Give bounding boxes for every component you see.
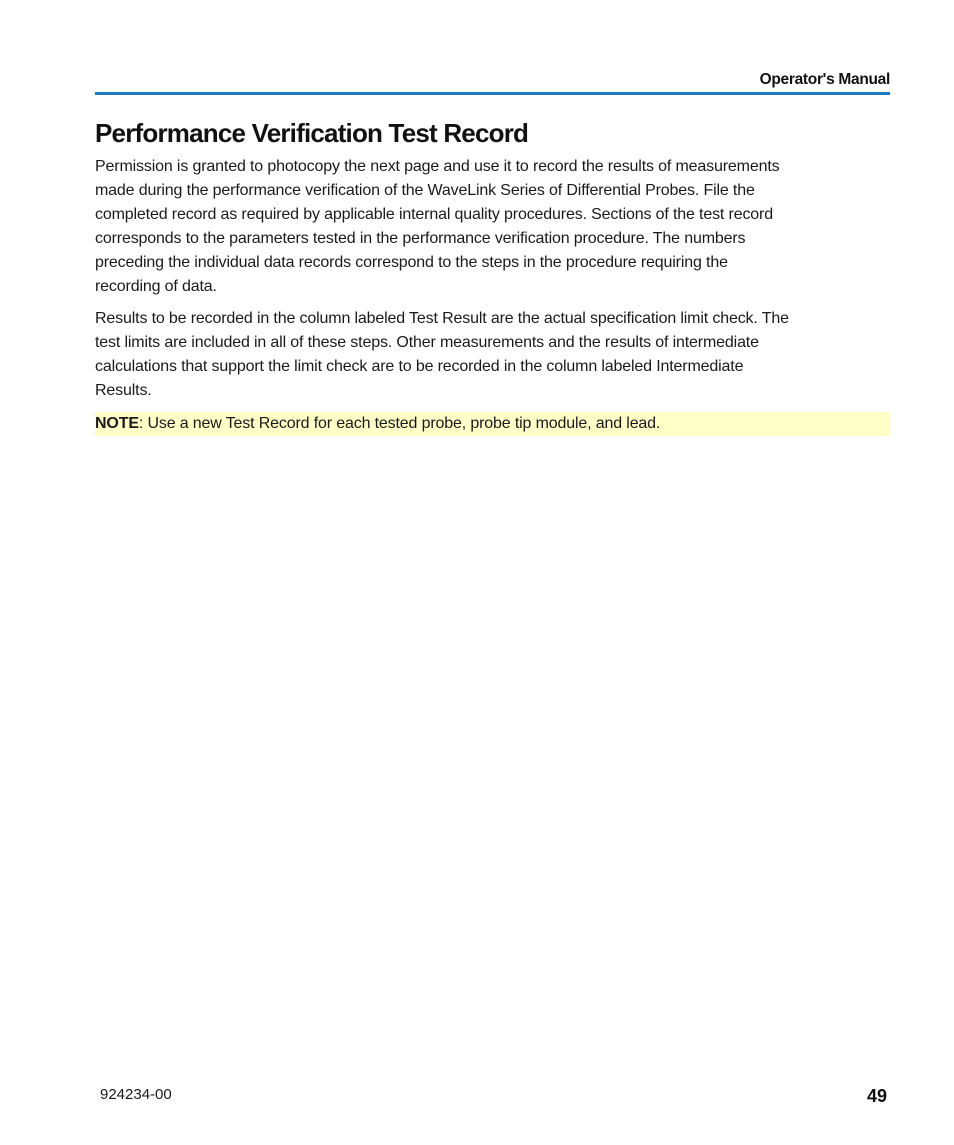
paragraph-line: Results to be recorded in the column labeled Test Result are the actual specification limit check. The bbox=[95, 310, 789, 327]
document-number: 924234-00 bbox=[100, 1086, 172, 1103]
paragraph-line: test limits are included in all of these steps. Other measurements and the results of intermediate bbox=[95, 334, 759, 351]
page-number: 49 bbox=[866, 1086, 887, 1106]
page-title: Performance Verification Test Record bbox=[95, 118, 529, 148]
note-text: : Use a new Test Record for each tested probe, probe tip module, and lead. bbox=[138, 415, 661, 432]
paragraph-line: completed record as required by applicable internal quality procedures. Sections of the test record bbox=[95, 206, 773, 223]
paragraph-line: Permission is granted to photocopy the next page and use it to record the results of measurements bbox=[95, 158, 780, 175]
paragraph-line: corresponds to the parameters tested in the performance verification procedure. The numbers bbox=[95, 230, 746, 247]
paragraph-line: made during the performance verification of the WaveLink Series of Differential Probes. File the bbox=[95, 182, 755, 199]
note-label: NOTE bbox=[95, 415, 139, 432]
paragraph-results bbox=[95, 307, 890, 403]
note-callout bbox=[95, 412, 890, 436]
paragraph-line: calculations that support the limit check are to be recorded in the column labeled Intermediate bbox=[95, 358, 744, 375]
paragraph-line: recording of data. bbox=[95, 278, 217, 295]
running-header: Operator's Manual bbox=[759, 71, 890, 88]
paragraph-permission bbox=[95, 155, 890, 299]
paragraph-line: Results. bbox=[95, 382, 152, 399]
paragraph-line: preceding the individual data records correspond to the steps in the procedure requiring the bbox=[95, 254, 728, 271]
header-rule bbox=[95, 92, 890, 95]
